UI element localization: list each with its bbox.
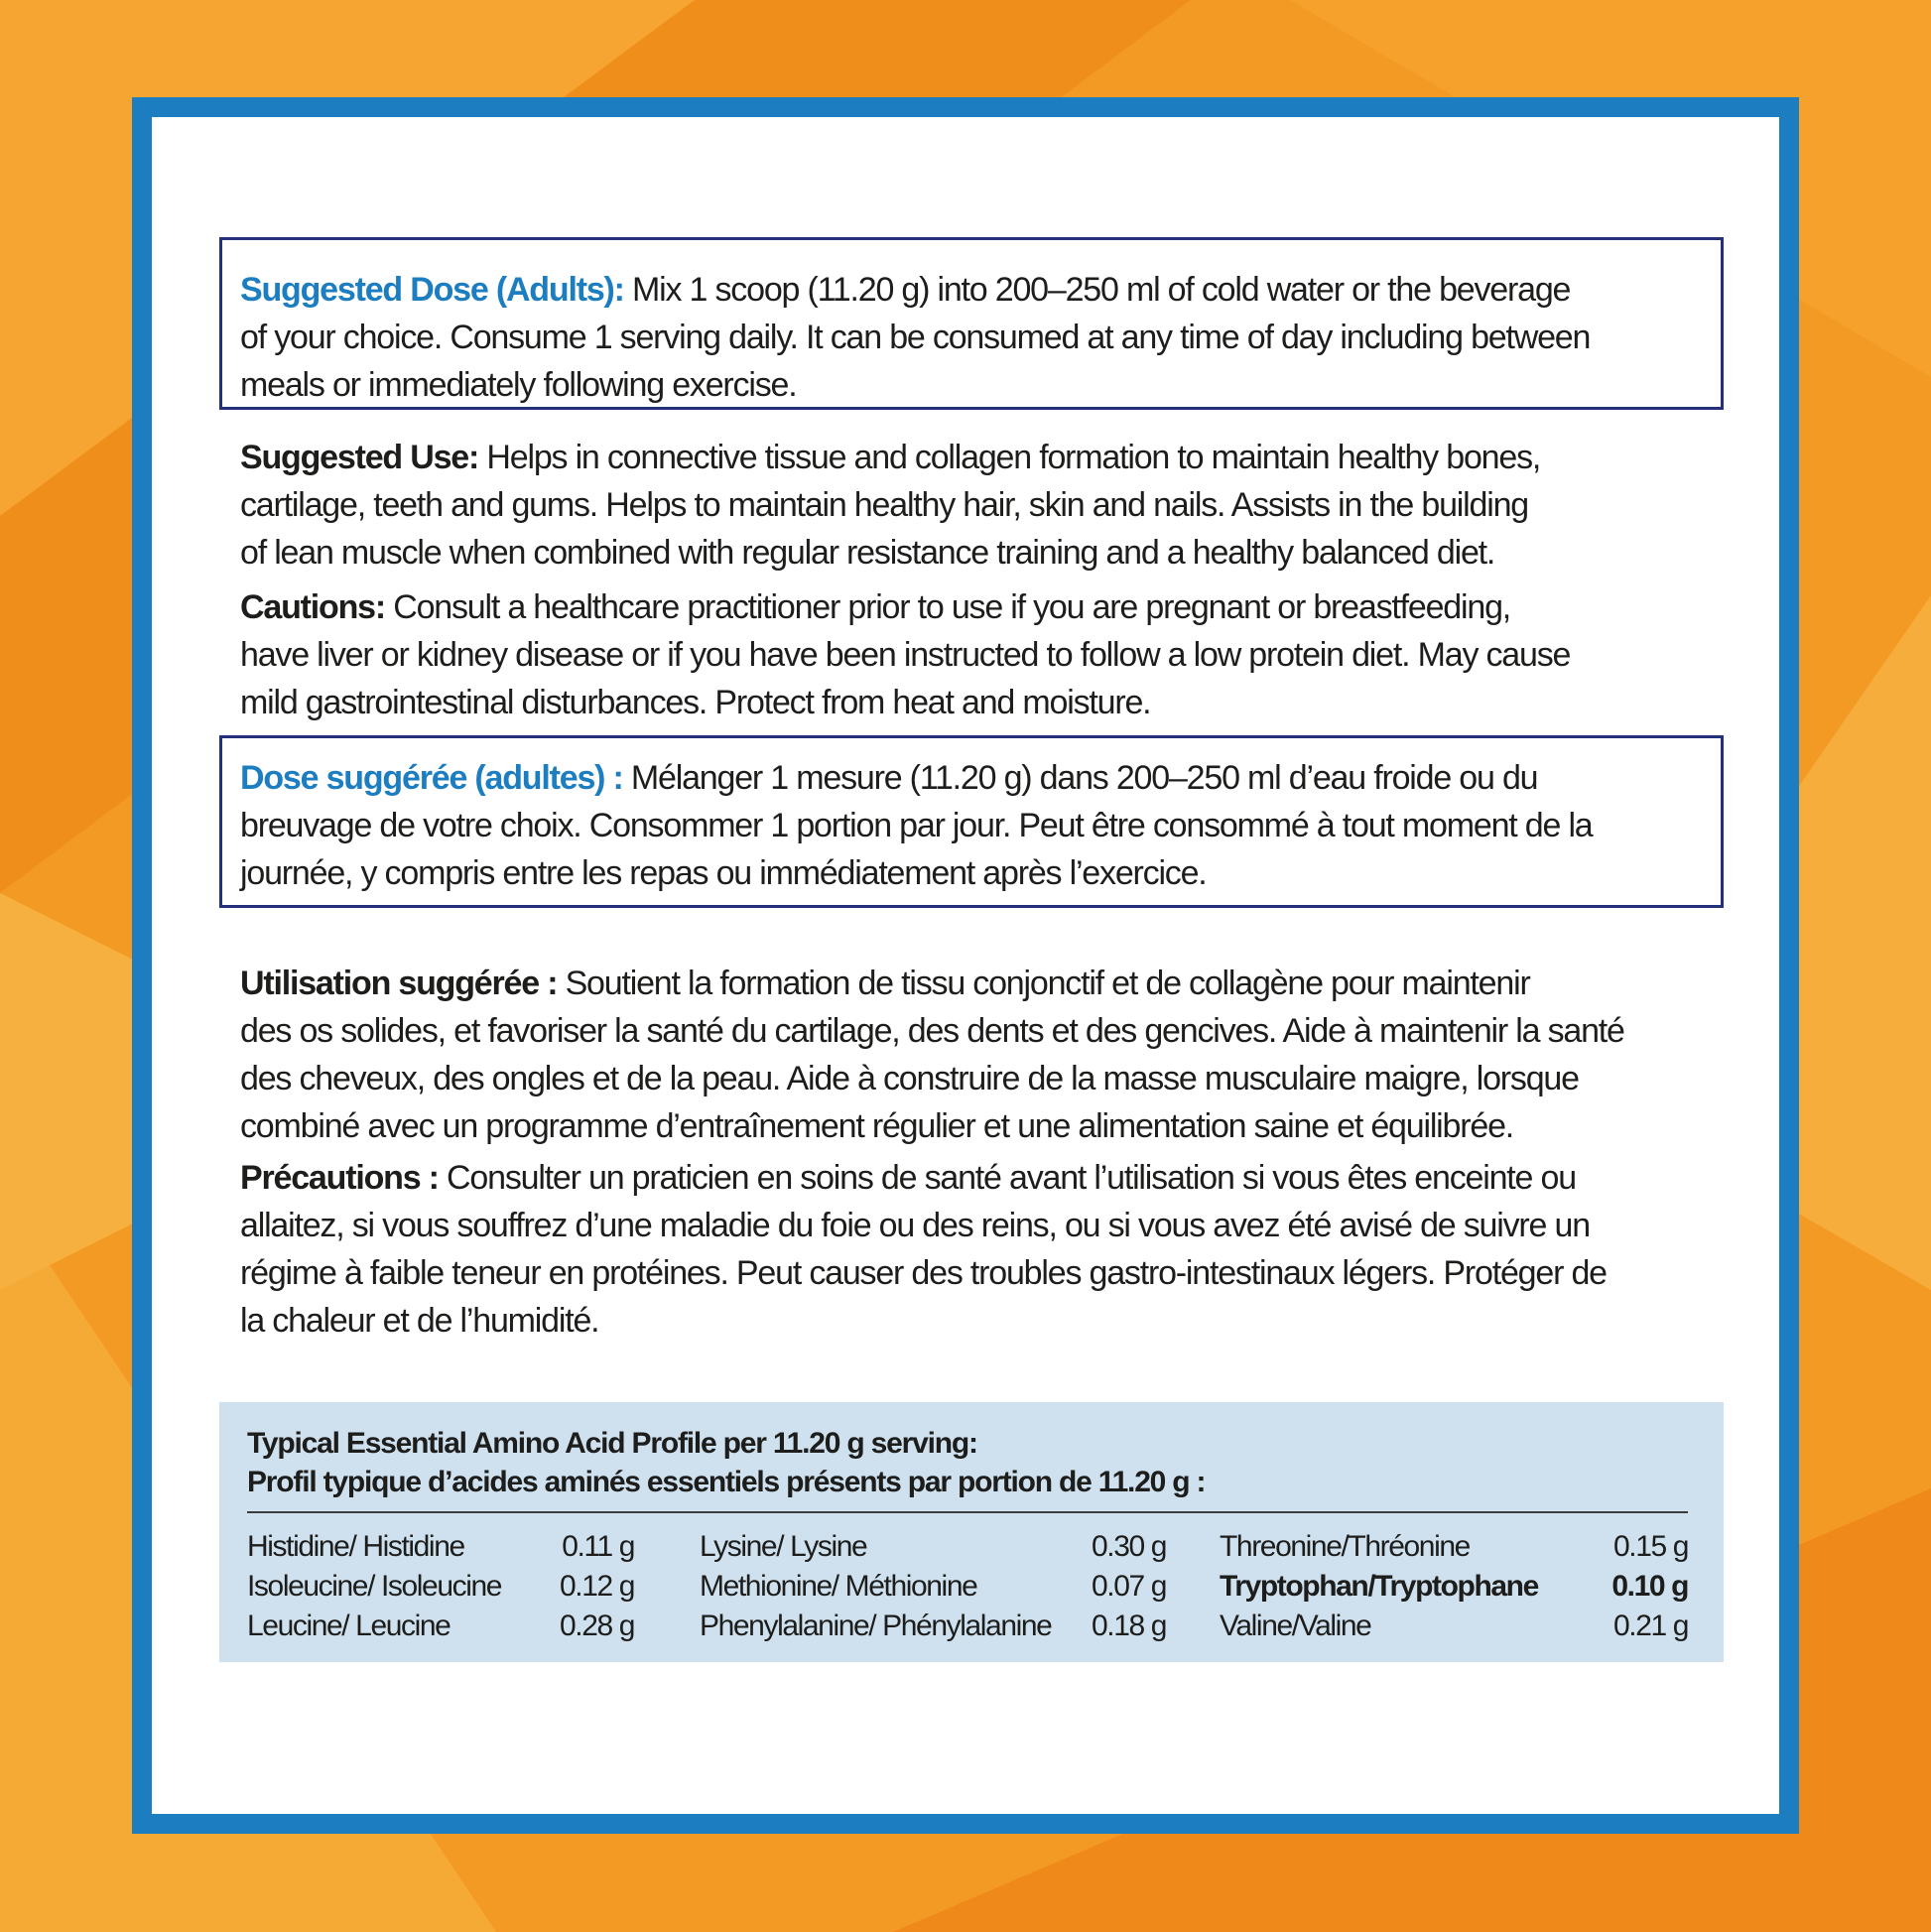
amino-row: [247, 1527, 634, 1567]
use-fr-line-3: des cheveux, des ongles et de la peau. Aide à construire de la masse musculaire maigre, lorsque: [240, 1060, 1579, 1097]
amino-row-highlight: [1220, 1567, 1688, 1607]
amino-name: Methionine/ Méthionine: [700, 1570, 977, 1603]
amino-row: [700, 1527, 1166, 1567]
cautions-en-text: [240, 583, 1709, 726]
amino-row: [700, 1607, 1166, 1646]
amino-title-fr: Profil typique d’acides aminés essentiels présents par portion de 11.20 g :: [247, 1466, 1206, 1498]
dose-en-line-2: of your choice. Consume 1 serving daily. It can be consumed at any time of day including between: [240, 319, 1591, 356]
amino-name: Isoleucine/ Isoleucine: [247, 1570, 502, 1603]
amino-row: [700, 1567, 1166, 1607]
cautions-fr-line-3: régime à faible teneur en protéines. Peut causer des troubles gastro-intestinaux légers. Protéger de: [240, 1254, 1607, 1292]
cautions-fr-text: [240, 1154, 1709, 1345]
cautions-en-line-1: Cautions: Consult a healthcare practitioner prior to use if you are pregnant or breastfeeding,: [240, 588, 1511, 626]
use-en-label: Suggested Use:: [240, 439, 479, 476]
cautions-fr-line-1: Précautions : Consulter un praticien en soins de santé avant l’utilisation si vous êtes enceinte ou: [240, 1159, 1576, 1197]
dose-en-text: [240, 266, 1709, 409]
dose-en-line-1: Suggested Dose (Adults): Mix 1 scoop (11.20 g) into 200–250 ml of cold water or the beverage: [240, 271, 1571, 309]
amino-divider: [247, 1511, 1688, 1513]
amino-name: Phenylalanine/ Phénylalanine: [700, 1610, 1052, 1642]
amino-acid-profile: [219, 1402, 1724, 1662]
amino-title: [247, 1424, 1205, 1501]
amino-row: [247, 1567, 634, 1607]
dose-en-line-3: meals or immediately following exercise.: [240, 366, 797, 404]
cautions-en-line-3: mild gastrointestinal disturbances. Protect from heat and moisture.: [240, 684, 1151, 721]
amino-name: Leucine/ Leucine: [247, 1610, 451, 1642]
dose-fr-label: Dose suggérée (adultes) :: [240, 759, 623, 797]
cautions-en-line-2: have liver or kidney disease or if you have been instructed to follow a low protein diet. May cause: [240, 636, 1571, 674]
use-fr-line-4: combiné avec un programme d’entraînement régulier et une alimentation saine et équilibrée.: [240, 1107, 1514, 1145]
use-en-text: [240, 434, 1709, 577]
use-en-line-2: cartilage, teeth and gums. Helps to maintain healthy hair, skin and nails. Assists in the building: [240, 486, 1528, 524]
dose-fr-line-1: Dose suggérée (adultes) : Mélanger 1 mesure (11.20 g) dans 200–250 ml d’eau froide ou du: [240, 759, 1538, 797]
amino-value: 0.21 g: [1612, 1610, 1688, 1642]
cautions-fr-line-2: allaitez, si vous souffrez d’une maladie du foie ou des reins, ou si vous avez été avisé de suivre un: [240, 1207, 1590, 1244]
dose-fr-line-2: breuvage de votre choix. Consommer 1 portion par jour. Peut être consommé à tout moment de la: [240, 807, 1593, 844]
use-fr-line-1: Utilisation suggérée : Soutient la formation de tissu conjonctif et de collagène pour maintenir: [240, 965, 1530, 1002]
use-fr-label: Utilisation suggérée :: [240, 965, 558, 1002]
amino-name: Tryptophan/Tryptophane: [1220, 1570, 1538, 1603]
use-en-line-1: Suggested Use: Helps in connective tissue and collagen formation to maintain healthy bones,: [240, 439, 1541, 476]
amino-row: [1220, 1607, 1688, 1646]
use-en-line-3: of lean muscle when combined with regular resistance training and a healthy balanced diet.: [240, 534, 1495, 572]
use-fr-line-2: des os solides, et favoriser la santé du cartilage, des dents et des gencives. Aide à maintenir la santé: [240, 1012, 1624, 1050]
amino-value: 0.10 g: [1611, 1570, 1688, 1603]
cautions-fr-label: Précautions :: [240, 1159, 439, 1197]
cautions-en-label: Cautions:: [240, 588, 385, 626]
amino-row: [1220, 1527, 1688, 1567]
dose-en-label: Suggested Dose (Adults):: [240, 271, 624, 309]
amino-value: 0.11 g: [562, 1530, 634, 1563]
amino-value: 0.15 g: [1612, 1530, 1688, 1563]
dose-fr-line-3: journée, y compris entre les repas ou immédiatement après l’exercice.: [240, 854, 1207, 892]
amino-row: [247, 1607, 634, 1646]
dose-fr-text: [240, 754, 1709, 897]
amino-value: 0.28 g: [559, 1610, 634, 1642]
cautions-fr-line-4: la chaleur et de l’humidité.: [240, 1302, 599, 1340]
amino-value: 0.30 g: [1091, 1530, 1166, 1563]
amino-name: Lysine/ Lysine: [700, 1530, 867, 1563]
amino-name: Threonine/Thréonine: [1220, 1530, 1470, 1563]
amino-title-en: Typical Essential Amino Acid Profile per 11.20 g serving:: [247, 1427, 977, 1460]
amino-value: 0.12 g: [559, 1570, 634, 1603]
use-fr-text: [240, 960, 1709, 1150]
amino-name: Valine/Valine: [1220, 1610, 1371, 1642]
amino-value: 0.18 g: [1091, 1610, 1166, 1642]
amino-value: 0.07 g: [1091, 1570, 1166, 1603]
amino-name: Histidine/ Histidine: [247, 1530, 464, 1563]
